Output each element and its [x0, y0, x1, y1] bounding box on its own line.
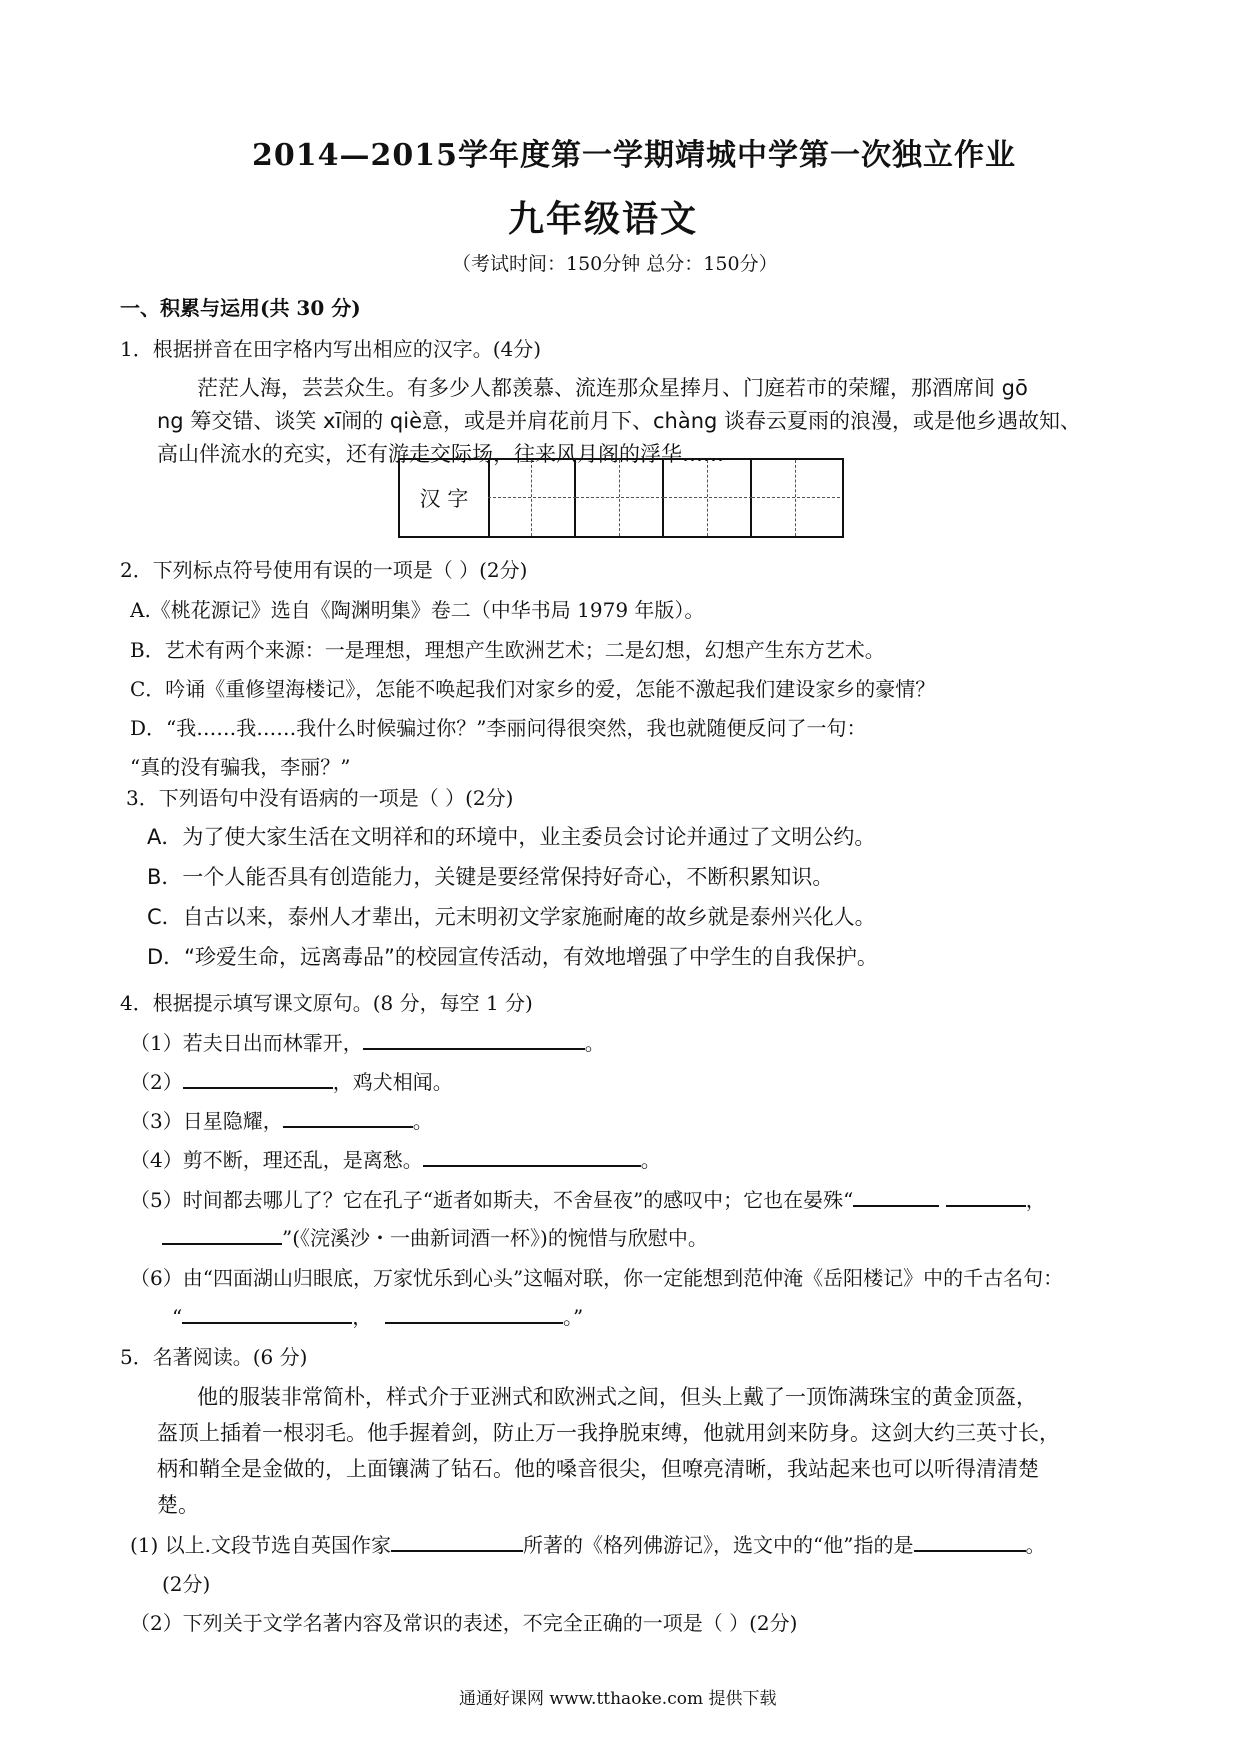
answer-blank[interactable] [946, 1185, 1026, 1207]
q1-passage-line: 高山伴流水的充实，还有游走交际场，往来风月阁的浮华…… [157, 442, 724, 466]
answer-blank[interactable] [423, 1145, 641, 1167]
q1-passage-line: ng 筹交错、谈笑 xī闹的 qiè意，或是并肩花前月下、chàng 谈春云夏雨的浪漫，或是他乡遇故知、 [157, 409, 1082, 433]
q4-item-6: （6）由“四面湖山归眼底，万家忧乐到心头”这幅对联，你一定能想到范仲淹《岳阳楼记》中的千古名句： [130, 1266, 1064, 1290]
q5-sub2: （2）下列关于文学名著内容及常识的表述，不完全正确的一项是（ ）(2分) [130, 1611, 798, 1635]
q3-prompt: 3．下列语句中没有语病的一项是（ ）(2分) [126, 786, 514, 810]
q5-prompt: 5．名著阅读。(6 分) [120, 1345, 308, 1369]
q5-passage-line: 柄和鞘全是金做的，上面镶满了钻石。他的嗓音很尖，但嘹亮清晰，我站起来也可以听得清清楚 [157, 1457, 1039, 1481]
exam-title: 2014—2015学年度第一学期靖城中学第一次独立作业 [252, 138, 1016, 173]
q5-passage-line: 他的服装非常简朴，样式介于亚洲式和欧洲式之间，但头上戴了一顶饰满珠宝的黄金顶盔， [197, 1385, 1037, 1409]
grid-box[interactable] [752, 460, 840, 536]
q2-option-b: B．艺术有两个来源：一是理想，理想产生欧洲艺术；二是幻想，幻想产生东方艺术。 [130, 638, 885, 662]
q4-item-3: （3）日星隐耀， 。 [130, 1105, 433, 1134]
q2-prompt: 2．下列标点符号使用有误的一项是（ ）(2分) [120, 558, 528, 582]
q4-item-2: （2） ，鸡犬相闻。 [130, 1066, 453, 1095]
answer-blank[interactable] [914, 1530, 1026, 1552]
grid-label: 汉 字 [400, 460, 490, 536]
q2-option-d-cont: “真的没有骗我，李丽？” [130, 755, 351, 779]
q4-item-5-cont: ”(《浣溪沙・一曲新词酒一杯》)的惋惜与欣慰中。 [162, 1222, 708, 1251]
q5-passage-line: 盔顶上插着一根羽毛。他手握着剑，防止万一我挣脱束缚，他就用剑来防身。这剑大约三英寸长， [157, 1421, 1060, 1445]
answer-blank[interactable] [385, 1302, 563, 1324]
q1-passage-line: 茫茫人海，芸芸众生。有多少人都羡慕、流连那众星捧月、门庭若市的荣耀，那酒席间 gō [197, 376, 1028, 400]
answer-blank[interactable] [162, 1223, 282, 1245]
q4-item-6-answer: “ ， 。” [172, 1301, 583, 1330]
q4-prompt: 4．根据提示填写课文原句。(8 分，每空 1 分) [120, 991, 533, 1015]
q2-option-d: D．“我……我……我什么时候骗过你？”李丽问得很突然，我也就随便反问了一句： [130, 716, 867, 740]
q2-option-c: C．吟诵《重修望海楼记》，怎能不唤起我们对家乡的爱，怎能不激起我们建设家乡的豪情？ [130, 677, 936, 701]
section-heading: 一、积累与运用(共 30 分) [120, 296, 361, 320]
q3-option-c: C．自古以来，泰州人才辈出，元末明初文学家施耐庵的故乡就是泰州兴化人。 [147, 905, 876, 929]
q3-option-a: A．为了使大家生活在文明祥和的环境中，业主委员会讨论并通过了文明公约。 [147, 825, 876, 849]
q5-sub1: (1) 以上.文段节选自英国作家 所著的《格列佛游记》，选文中的“他”指的是 。 [130, 1529, 1046, 1558]
answer-blank[interactable] [391, 1530, 523, 1552]
q3-option-d: D．“珍爱生命，远离毒品”的校园宣传活动，有效地增强了中学生的自我保护。 [147, 945, 878, 969]
q5-sub1-score: (2分) [162, 1572, 211, 1596]
grid-box[interactable] [664, 460, 752, 536]
grid-box[interactable] [488, 460, 576, 536]
q2-option-a: A.《桃花源记》选自《陶渊明集》卷二（中华书局 1979 年版）。 [130, 598, 705, 622]
answer-blank[interactable] [363, 1028, 585, 1050]
exam-subtitle: 九年级语文 [508, 198, 699, 240]
answer-blank[interactable] [182, 1302, 352, 1324]
q3-option-b: B．一个人能否具有创造能力，关键是要经常保持好奇心，不断积累知识。 [147, 865, 834, 889]
footer-credit: 通通好课网 www.tthaoke.com 提供下载 [459, 1689, 777, 1709]
q4-item-5: （5）时间都去哪儿了？它在孔子“逝者如斯夫，不舍昼夜”的感叹中；它也在晏殊“ ， [130, 1184, 1046, 1213]
answer-blank[interactable] [853, 1185, 939, 1207]
hanzi-grid [398, 458, 844, 538]
q1-prompt: 1．根据拼音在田字格内写出相应的汉字。(4分) [120, 337, 542, 361]
q5-passage-line: 楚。 [157, 1493, 199, 1517]
answer-blank[interactable] [183, 1067, 333, 1089]
q4-item-1: （1）若夫日出而林霏开， 。 [130, 1027, 605, 1056]
grid-box[interactable] [576, 460, 664, 536]
answer-blank[interactable] [283, 1106, 413, 1128]
exam-meta: （考试时间：150分钟 总分：150分） [452, 253, 778, 275]
q4-item-4: （4）剪不断，理还乱，是离愁。 。 [130, 1144, 661, 1173]
